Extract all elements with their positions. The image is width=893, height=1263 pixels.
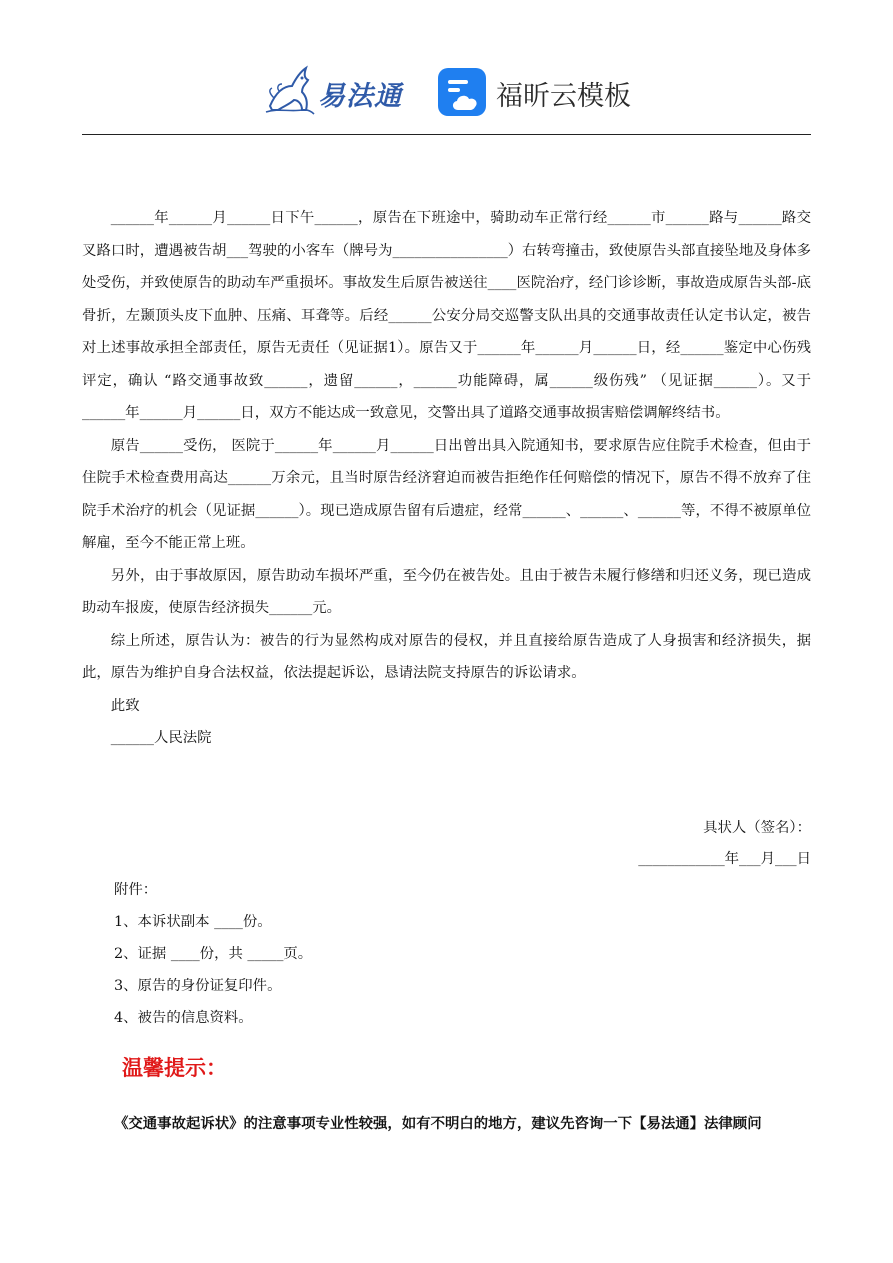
tip-text: 《交通事故起诉状》的注意事项专业性较强，如有不明白的地方，建议先咨询一下【易法通】法律顾问 bbox=[114, 1115, 762, 1132]
document-body bbox=[82, 202, 811, 755]
yifatong-logo-text: 易法通 bbox=[318, 81, 402, 112]
paragraph-conclusion: 综上所述，原告认为：被告的行为显然构成对原告的侵权，并且直接给原告造成了人身损害和经济损失，据此，原告为维护自身合法权益，依法提起诉讼，恳请法院支持原告的诉讼请求。 bbox=[82, 632, 811, 681]
tip-title: 温馨提示： bbox=[122, 1055, 227, 1080]
signature-date: ____________年___月___日 bbox=[638, 851, 811, 867]
yifatong-logo bbox=[262, 62, 412, 118]
foxit-template-logo-text: 福昕云模板 bbox=[496, 81, 631, 112]
header-divider bbox=[82, 134, 811, 135]
attachments-title: 附件： bbox=[114, 882, 158, 898]
paragraph-accident: ______年______月______日下午______，原告在下班途中，骑助动车正常行经______市______路与______路交叉路口时，遭遇被告胡___驾驶的小客车（牌号为________________）右转弯撞击，致使原告头部直接坠地及身体多处受伤，并致使原告的助动车严重损坏。事故发生后原告被送往____医院治疗，经门诊诊断，事故造成原告头部-底骨折，左颞顶头皮下血肿、压痛、耳聋等。后经______公安分局交巡警支队出具的交通事故责任认定书认定，被告对上述事故承担全部责任，原告无责任（见证据1）。原告又于______年______月______日，经______鉴定中心伤残评定，确认 “路交通事故致______，遗留______，______功能障碍，属______级伤残” （见证据______）。又于______年______月______日，双方不能达成一致意见，交警出具了道路交通事故损害赔偿调解终结书。 bbox=[82, 210, 811, 421]
unicorn-icon bbox=[262, 62, 318, 118]
attachment-item: 2、证据 ____份，共 _____页。 bbox=[114, 946, 313, 962]
attachment-item: 4、被告的信息资料。 bbox=[114, 1010, 253, 1026]
foxit-template-logo bbox=[436, 66, 636, 118]
header bbox=[0, 58, 893, 120]
attachment-item: 1、本诉状副本 ____份。 bbox=[114, 914, 272, 930]
paragraph-vehicle-loss: 另外，由于事故原因，原告助动车损坏严重，至今仍在被告处。且由于被告未履行修缮和归还义务，现已造成助动车报废，使原告经济损失______元。 bbox=[82, 567, 811, 616]
closing-salutation: 此致 bbox=[110, 697, 140, 714]
attachment-item: 3、原告的身份证复印件。 bbox=[114, 978, 282, 994]
cloud-doc-icon bbox=[436, 66, 488, 118]
paragraph-injury: 原告______受伤， 医院于______年______月______日出曾出具入院通知书，要求原告应住院手术检查，但由于住院手术检查费用高达______万余元，且当时原告经济窘迫而被告拒绝作任何赔偿的情况下，原告不得不放弃了住院手术治疗的机会（见证据______）。现已造成原告留有后遗症，经常______、______、______等，不得不被原单位解雇，至今不能正常上班。 bbox=[82, 437, 811, 551]
attachments bbox=[114, 874, 312, 1034]
court-name: ______人民法院 bbox=[110, 730, 212, 746]
signer-label: 具状人（签名）： bbox=[703, 820, 811, 836]
